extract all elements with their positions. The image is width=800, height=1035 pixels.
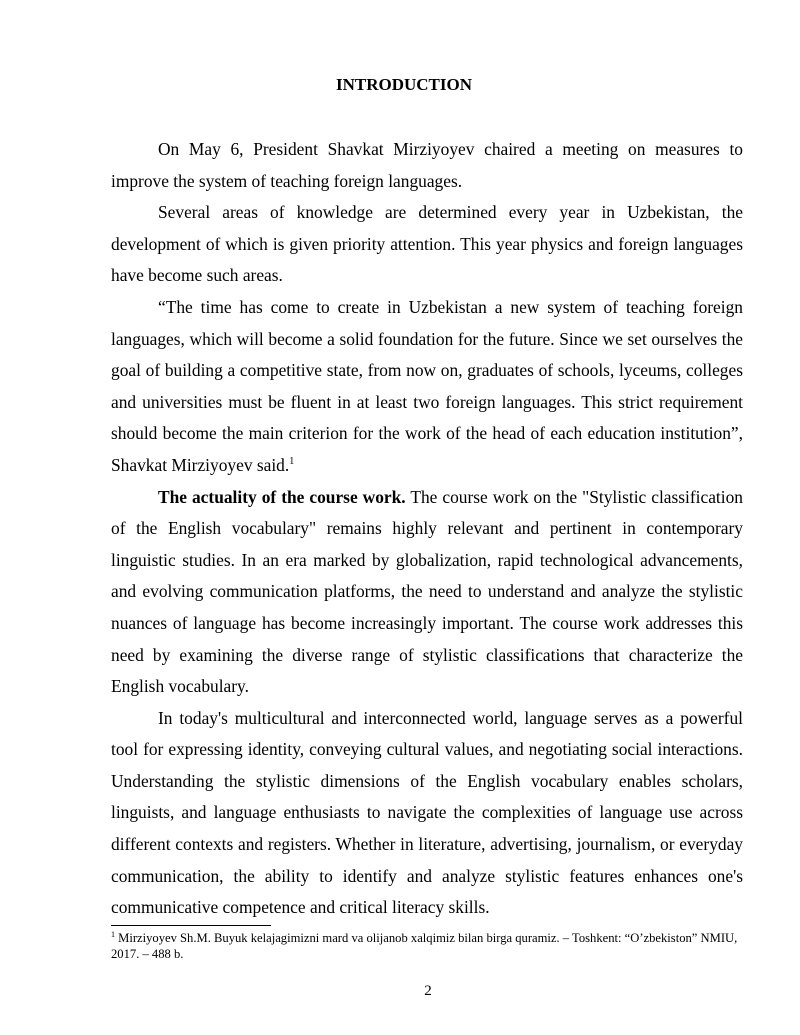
paragraph-multicultural (111, 703, 743, 924)
page-number: 2 (424, 983, 432, 999)
footnote-text: Mirziyoyev Sh.M. Buyuk kelajagimizni mard va olijanob xalqimiz bilan birga quramiz. – Toshkent: “O’zbekiston” NMIU, 2017. – 488 b. (111, 931, 738, 961)
paragraph-text: Several areas of knowledge are determined every year in Uzbekistan, the development of which is given priority attention. This year physics and foreign languages have become such areas. (111, 202, 743, 286)
footnote-marker: 1 (111, 929, 115, 939)
footnote (111, 930, 743, 962)
footnote-divider (111, 925, 271, 926)
paragraph-text: In today's multicultural and interconnected world, language serves as a powerful tool for expressing identity, conveying cultural values, and negotiating social interactions. Understanding the stylistic dimensions of the English vocabulary enables scholars, linguists, and language enthusiasts to navigate the complexities of language use across different contexts and registers. Whether in literature, advertising, journalism, or everyday communication, the ability to identify and analyze stylistic features enhances one's communicative competence and critical literacy skills. (111, 707, 743, 918)
paragraph-lead-heading: The actuality of the course work. (158, 486, 406, 507)
paragraph-text: The course work on the "Stylistic classification of the English vocabulary" remains highly relevant and pertinent in contemporary linguistic studies. In an era marked by globalization, rapid technological advancements, and evolving communication platforms, the need to understand and analyze the stylistic nuances of language has become increasingly important. The course work addresses this need by examining the diverse range of stylistic classifications that characterize the English vocabulary. (111, 486, 743, 697)
paragraph-text: On May 6, President Shavkat Mirziyoyev chaired a meeting on measures to improve the system of teaching foreign languages. (111, 139, 743, 191)
paragraph-meeting (111, 134, 743, 197)
paragraph-priority-areas (111, 197, 743, 292)
footnote-reference[interactable]: 1 (289, 456, 295, 468)
paragraph-actuality (111, 482, 743, 703)
page-title: INTRODUCTION (335, 75, 473, 94)
paragraph-text: “The time has come to create in Uzbekistan a new system of teaching foreign languages, which will become a solid foundation for the future. Since we set ourselves the goal of building a competitive state, from now on, graduates of schools, lyceums, colleges and universities must be fluent in at least two foreign languages. This strict requirement should become the main criterion for the work of the head of each education institution”, Shavkat Mirziyoyev said. (111, 296, 743, 475)
paragraph-quote (111, 292, 743, 482)
body-text (111, 134, 743, 924)
